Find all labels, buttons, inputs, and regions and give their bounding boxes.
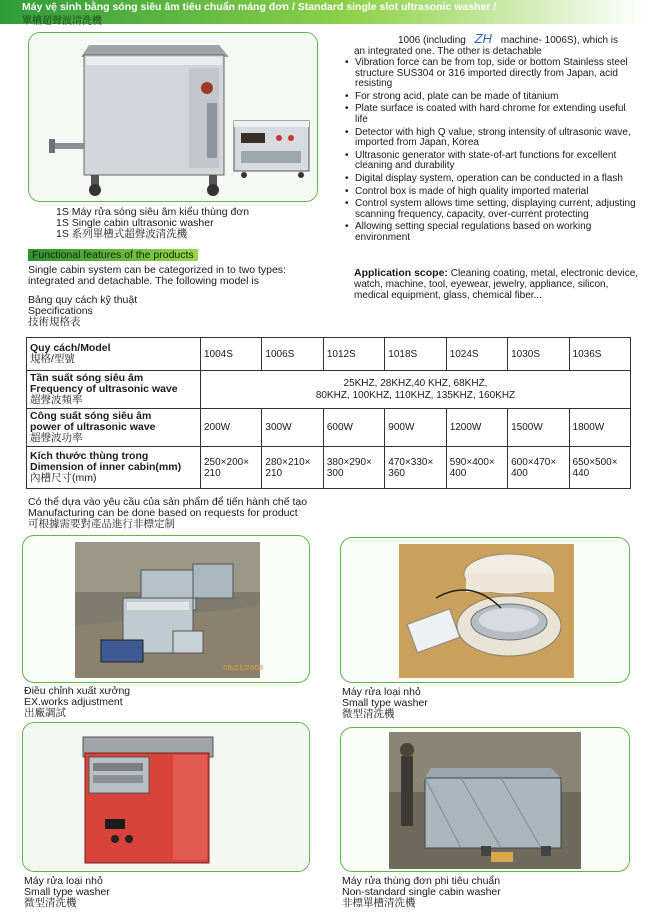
- dimension-cell: [323, 447, 384, 489]
- feature-item: • Allowing setting special regulations based on working environment: [345, 222, 637, 243]
- frequency-header-cell: [27, 371, 201, 409]
- gallery-photo-small-washer-1: [340, 537, 630, 683]
- power-cell: 900W: [385, 409, 446, 447]
- feature-list: [345, 58, 637, 246]
- dimension-a: 470×330×: [388, 456, 434, 468]
- dimension-b: 300: [326, 467, 344, 479]
- intro-line-2: integrated and detachable. The following model is: [28, 275, 259, 287]
- dimension-b: 440: [572, 467, 590, 479]
- gallery-caption-4-en: Non-standard single cabin washer: [342, 886, 501, 898]
- power-header-en: power of ultrasonic wave: [30, 421, 156, 433]
- feature-item: • Ultrasonic generator with state-of-art functions for excellent cleaning and durability: [345, 151, 637, 172]
- dimension-cell: [385, 447, 446, 489]
- nonstandard-washer-photo: [341, 728, 630, 872]
- model-cell: 1030S: [508, 338, 569, 371]
- dimension-header-vn: Kích thước thùng trong: [30, 450, 149, 462]
- power-cell: 300W: [262, 409, 323, 447]
- dimension-b: 400: [449, 467, 467, 479]
- dimension-header-en: Dimension of inner cabin(mm): [30, 461, 182, 473]
- page-title: Máy vệ sinh bằng sóng siêu âm tiêu chuẩn máng đơn / Standard single slot ultrasonic washer /: [22, 1, 497, 13]
- right-intro-line-2: an integrated one. The other is detachable: [354, 46, 542, 57]
- right-intro-line-1: [398, 33, 618, 46]
- custom-note-cn: 可根據需要對產品進行非標定制: [28, 518, 175, 530]
- power-cell: 200W: [201, 409, 262, 447]
- custom-note-en: Manufacturing can be done based on requests for product: [28, 507, 298, 519]
- dimension-cell: [262, 447, 323, 489]
- factory-photo: [23, 536, 310, 683]
- gallery-caption-1-cn: 出廠調試: [24, 707, 66, 719]
- frequency-line-2: 80KHZ, 100KHZ, 110KHZ, 135KHZ, 160KHZ: [315, 389, 516, 401]
- dimension-b: 210: [204, 467, 221, 479]
- frequency-header-vn: Tần suất sóng siêu âm: [30, 372, 144, 384]
- application-label: Application scope:: [354, 267, 448, 279]
- zh-mark: ZH: [474, 31, 492, 46]
- gallery-caption-2-cn: 微型清洗機: [342, 708, 395, 720]
- gallery-photo-nonstandard-washer: [340, 727, 630, 872]
- right-intro-part-a: 1006 (including: [398, 35, 466, 46]
- dimension-a: 590×400×: [449, 456, 495, 468]
- main-product-photo: [28, 32, 318, 202]
- spec-table: [26, 337, 631, 489]
- feature-item: • Control box is made of high quality imported material: [345, 187, 637, 198]
- power-header-cell: [27, 409, 201, 447]
- dimension-header-cell: [27, 447, 201, 489]
- power-cell: 600W: [323, 409, 384, 447]
- dimension-a: 650×500×: [572, 456, 618, 468]
- spec-label-vn: Bảng quy cách kỹ thuật: [28, 294, 138, 306]
- model-header-cell: [27, 338, 201, 371]
- dimension-b: 360: [388, 467, 405, 479]
- feature-item: • For strong acid, plate can be made of titanium: [345, 92, 637, 103]
- gallery-caption-2-en: Small type washer: [342, 697, 428, 709]
- dimension-cell: [508, 447, 569, 489]
- spec-label-cn: 技術規格表: [28, 316, 81, 328]
- small-washer-photo: [341, 538, 630, 683]
- ultrasonic-washer-illustration: [29, 33, 318, 202]
- power-header-cn: 超聲波功率: [30, 432, 83, 444]
- frequency-header-en: Frequency of ultrasonic wave: [30, 383, 178, 395]
- table-row: [27, 338, 631, 371]
- custom-note-vn: Có thể dựa vào yêu cầu của sản phẩm để tiến hành chế tạo: [28, 496, 308, 508]
- dimension-header-cn: 內槽尺寸(mm): [30, 472, 97, 484]
- gallery-caption-3-en: Small type washer: [24, 886, 110, 898]
- gallery-photo-small-washer-2: [22, 722, 310, 872]
- gallery-caption-1-en: EX.works adjustment: [24, 696, 123, 708]
- gallery-caption-3-cn: 微型清洗機: [24, 897, 77, 909]
- dimension-a: 600×470×: [511, 456, 557, 468]
- gallery-caption-2-vn: Máy rửa loại nhỏ: [342, 686, 421, 698]
- model-cell: 1012S: [323, 338, 384, 371]
- model-header-vn: Quy cách/Model: [30, 342, 111, 354]
- model-cell: 1004S: [201, 338, 262, 371]
- intro-line-1: Single cabin system can be categorized in to two types:: [28, 264, 286, 276]
- dimension-cell: [201, 447, 262, 489]
- table-row: [27, 447, 631, 489]
- dimension-b: 400: [511, 467, 528, 479]
- right-intro-part-b: machine- 1006S), which is: [500, 35, 619, 46]
- frequency-header-cn: 超聲波頻率: [30, 394, 83, 406]
- feature-item: • Plate surface is coated with hard chrome for extending useful life: [345, 104, 637, 125]
- model-cell: 1036S: [569, 338, 630, 371]
- dimension-a: 380×290×: [326, 456, 372, 468]
- page-title-cn: 單槽超聲波清洗機: [22, 16, 102, 27]
- power-cell: 1500W: [508, 409, 569, 447]
- application-scope: [354, 268, 639, 301]
- feature-item: • Detector with high Q value, strong intensity of ultrasonic wave, imported from Japan, Korea: [345, 128, 637, 149]
- dimension-cell: [569, 447, 630, 489]
- functional-features-badge: Functional features of the products: [28, 249, 198, 261]
- power-header-vn: Công suất sóng siêu âm: [30, 410, 152, 422]
- gallery-caption-3-vn: Máy rửa loại nhỏ: [24, 875, 103, 887]
- model-cell: 1018S: [385, 338, 446, 371]
- application-text: Cleaning coating, metal, electronic device, watch, machine, tool, eyewear, jewelry, appliance, silicon, medical equipment, glass, chemical fiber...: [354, 268, 639, 301]
- model-header-cn: 規格/型號: [30, 353, 75, 365]
- gallery-caption-4-vn: Máy rửa thùng đơn phi tiêu chuẩn: [342, 875, 501, 887]
- product-caption-vn: 1S Máy rửa sóng siêu âm kiểu thùng đơn: [56, 206, 250, 218]
- dimension-a: 280×210×: [265, 456, 311, 468]
- table-row: [27, 371, 631, 409]
- spec-label-en: Specifications: [28, 305, 93, 317]
- dimension-b: 210: [265, 467, 283, 479]
- feature-item: • Control system allows time setting, displaying current, adjusting scanning frequency, capacity, over-current protecting: [345, 199, 637, 220]
- gallery-photo-works-adjustment: [22, 535, 310, 683]
- table-row: [27, 409, 631, 447]
- feature-item: • Vibration force can be from top, side or bottom Stainless steel structure SUS304 or 316 imported directly from Japan, acid resisting: [345, 58, 637, 90]
- page-header: [0, 0, 645, 27]
- frequency-values-cell: [201, 371, 631, 409]
- product-caption-en: 1S Single cabin ultrasonic washer: [56, 217, 214, 229]
- photo-date-stamp: 08/21/2008: [223, 664, 264, 672]
- gallery-caption-1-vn: Điều chỉnh xuất xưởng: [24, 685, 131, 697]
- product-caption-cn: 1S 系列單槽式超聲波清洗機: [56, 228, 188, 240]
- power-cell: 1200W: [446, 409, 507, 447]
- dimension-cell: [446, 447, 507, 489]
- frequency-line-1: 25KHZ, 28KHZ,40 KHZ, 68KHZ,: [343, 377, 488, 389]
- model-cell: 1006S: [262, 338, 323, 371]
- model-cell: 1024S: [446, 338, 507, 371]
- power-cell: 1800W: [569, 409, 630, 447]
- red-washer-photo: [23, 723, 310, 872]
- feature-item: • Digital display system, operation can be conducted in a flash: [345, 174, 637, 185]
- dimension-a: 250×200×: [204, 456, 250, 468]
- gallery-caption-4-cn: 非標單槽清洗機: [342, 897, 416, 909]
